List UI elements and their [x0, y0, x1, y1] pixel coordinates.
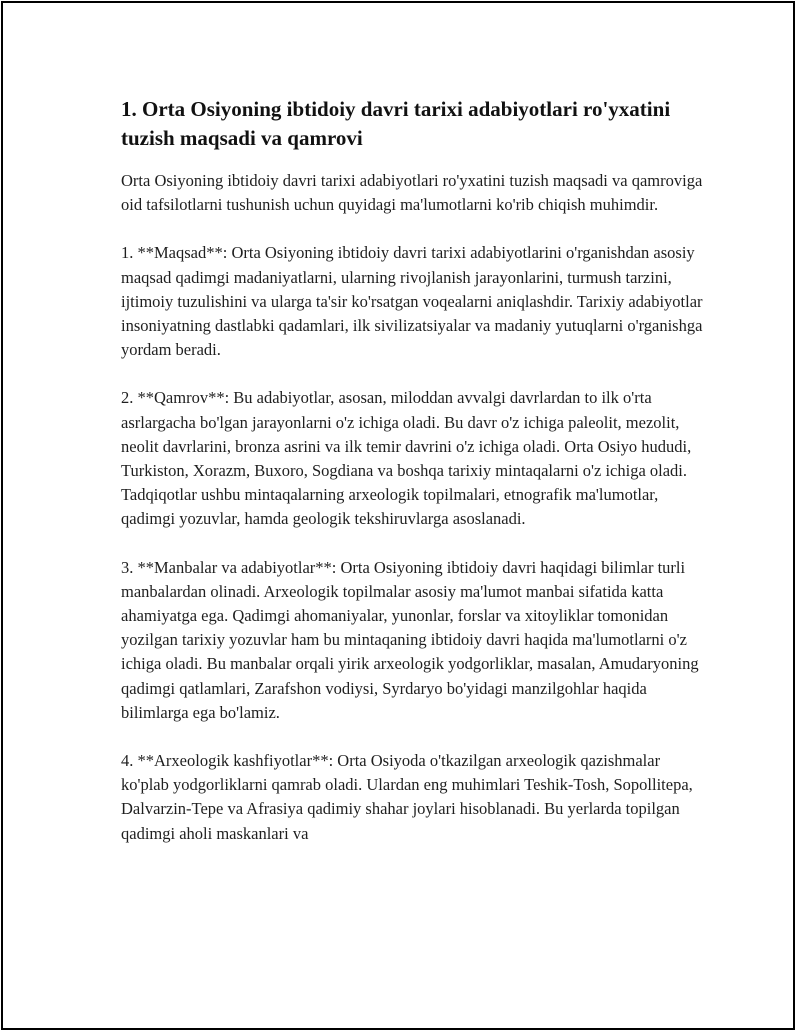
section-manbalar-paragraph: 3. **Manbalar va adabiyotlar**: Orta Osiyoning ibtidoiy davri haqidagi bilimlar turli manbalardan olinadi. Arxeologik topilmalar asosiy ma'lumot manbai sifatida katta ahamiyatga ega. Qadimgi ahomaniyalar, yunonlar, forslar va xitoyliklar tomonidan yozilgan tarixiy yozuvlar ham bu mintaqaning ibtidoiy davri haqida ma'lumotlarni o'z ichiga oladi. Bu manbalar orqali yirik arxeologik yodgorliklar, masalan, Amudaryoning qadimgi qatlamlari, Zarafshon vodiysi, Syrdaryo bo'yidagi manzilgohlar haqida bilimlarga ega bo'lamiz. [121, 557, 699, 722]
section-arxeologik-paragraph: 4. **Arxeologik kashfiyotlar**: Orta Osiyoda o'tkazilgan arxeologik qazishmalar ko'plab yodgorliklarni qamrab oladi. Ulardan eng muhimlari Teshik-Tosh, Sopollitepa, Dalvarzin-Tepe va Afrasiya qadimiy shahar joylari hisoblanadi. Bu yerlarda topilgan qadimgi aholi maskanlari va [121, 751, 693, 843]
document-body [121, 95, 706, 846]
section-maqsad-paragraph: 1. **Maqsad**: Orta Osiyoning ibtidoiy davri tarixi adabiyotlarini o'rganishdan asosiy maqsad qadimgi madaniyatlarni, ularning rivojlanish jarayonlarini, turmush tarzini, ijtimoiy tuzulishini va ularga ta'sir ko'rsatgan voqealarni aniqlashdir. Tarixiy adabiyotlar insoniyatning dastlabki qadamlari, ilk sivilizatsiyalar va madaniy yutuqlarni o'rganishga yordam beradi. [121, 243, 703, 360]
intro-paragraph: Orta Osiyoning ibtidoiy davri tarixi adabiyotlari ro'yxatini tuzish maqsadi va qamroviga oid tafsilotlarni tushunish uchun quyidagi ma'lumotlarni ko'rib chiqish muhimdir. [121, 171, 703, 215]
document-title: 1. Orta Osiyoning ibtidoiy davri tarixi adabiyotlari ro'yxatini tuzish maqsadi va qamrovi [121, 97, 671, 150]
document-page [1, 1, 795, 1030]
section-qamrov-paragraph: 2. **Qamrov**: Bu adabiyotlar, asosan, miloddan avvalgi davrlardan to ilk o'rta asrlargacha bo'lgan jarayonlarni o'z ichiga oladi. Bu davr o'z ichiga paleolit, mezolit, neolit davrlarini, bronza asrini va ilk temir davrini o'z ichiga oladi. Orta Osiyo hududi, Turkiston, Xorazm, Buxoro, Sogdiana va boshqa tarixiy mintaqalarni o'z ichiga oladi. Tadqiqotlar ushbu mintaqalarning arxeologik topilmalari, etnografik ma'lumotlar, qadimgi yozuvlar, hamda geologik tekshiruvlarga asoslanadi. [121, 388, 692, 529]
